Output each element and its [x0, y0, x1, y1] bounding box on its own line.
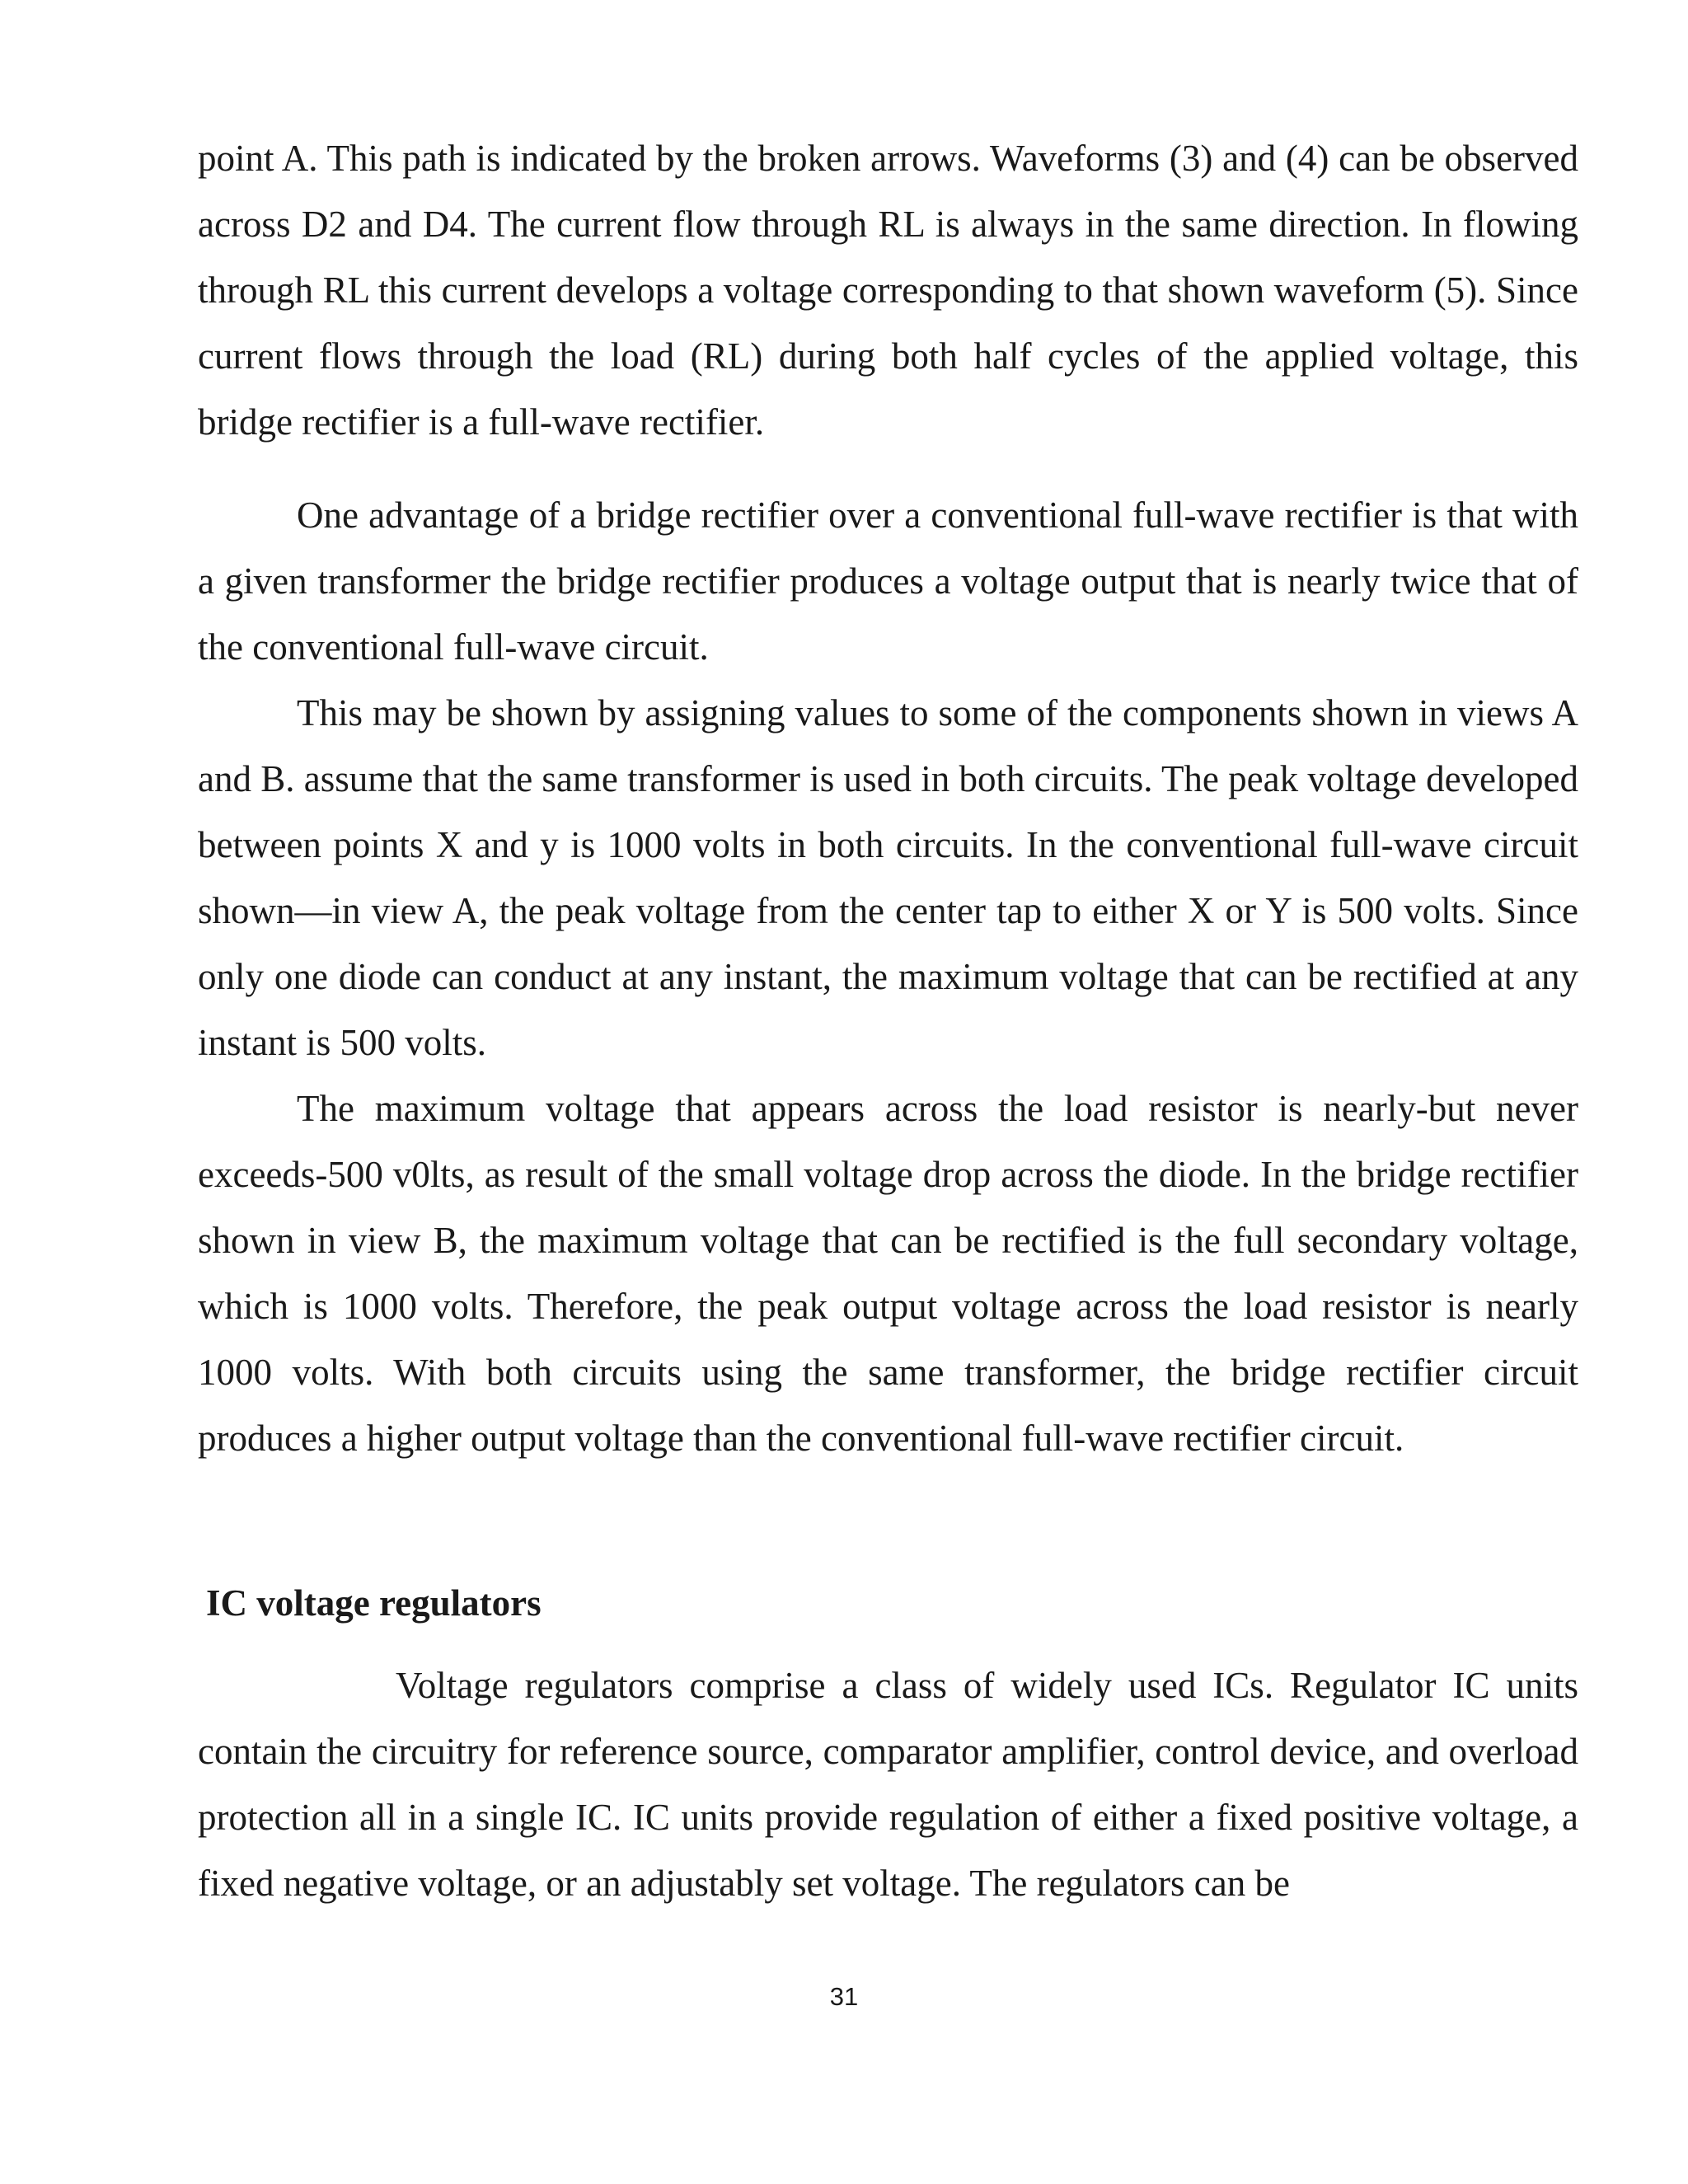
paragraph-text: The maximum voltage that appears across the load resistor is nearly-but never exceeds-500 v0lts, as result of the small voltage drop across the diode. In the bridge rectifier shown in view B, the maximum voltage that can be rectified is the full secondary voltage, which is 1000 volts. Therefore, the peak output voltage across the load resistor is nearly 1000 volts. With both circuits using the same transformer, the bridge rectifier circuit produces a higher output voltage than the conventional full-wave rectifier circuit.	[198, 1088, 1578, 1459]
paragraph-bridge-advantage	[198, 482, 1578, 680]
page-number: 31	[829, 1982, 859, 2011]
paragraph-views-a-and-b	[198, 680, 1578, 1076]
paragraph-text: Voltage regulators comprise a class of widely used ICs. Regulator IC units contain the circuitry for reference source, comparator amplifier, control device, and overload protection all in a single IC. IC units provide regulation of either a fixed positive voltage, a fixed negative voltage, or an adjustably set voltage. The regulators can be	[198, 1665, 1578, 1904]
paragraph-text: point A. This path is indicated by the broken arrows. Waveforms (3) and (4) can be observed across D2 and D4. The current flow through RL is always in the same direction. In flowing through RL this current develops a voltage corresponding to that shown waveform (5). Since current flows through the load (RL) during both half cycles of the applied voltage, this bridge rectifier is a full-wave rectifier.	[198, 138, 1578, 443]
section-heading-container	[206, 1570, 1195, 1636]
paragraph-text: This may be shown by assigning values to some of the components shown in views A and B. assume that the same transformer is used in both circuits. The peak voltage developed between points X and y is 1000 volts in both circuits. In the conventional full-wave circuit shown—in view A, the peak voltage from the center tap to either X or Y is 500 volts. Since only one diode can conduct at any instant, the maximum voltage that can be rectified at any instant is 500 volts.	[198, 692, 1578, 1063]
paragraph-text: One advantage of a bridge rectifier over a conventional full-wave rectifier is that with a given transformer the bridge rectifier produces a voltage output that is nearly twice that of the conventional full-wave circuit.	[198, 494, 1578, 668]
section-heading: IC voltage regulators	[206, 1582, 542, 1624]
paragraph-maximum-voltage	[198, 1076, 1578, 1471]
paragraph-bridge-rectifier-current-path	[198, 125, 1578, 455]
paragraph-ic-voltage-regulators	[198, 1652, 1578, 1916]
